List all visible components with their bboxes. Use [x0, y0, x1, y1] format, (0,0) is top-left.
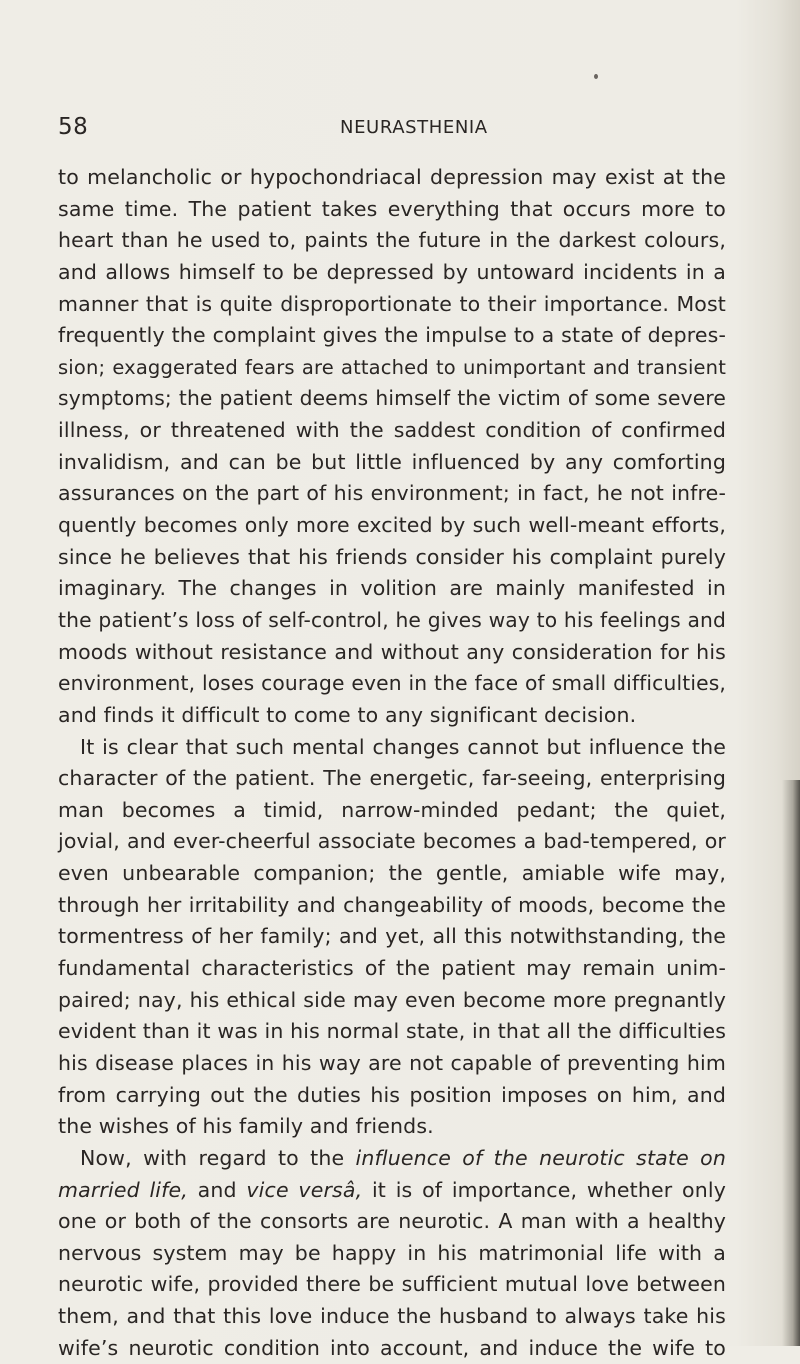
text-line: illness, or threatened with the saddest condition of confirmed — [58, 418, 726, 443]
page-header — [0, 114, 800, 144]
paragraph-start-line — [58, 1143, 726, 1175]
ink-speck — [594, 74, 598, 79]
text-line: sion; exaggerated fears are attached to unimportant and transient — [58, 355, 726, 379]
text-line: paired; nay, his ethical side may even become more pregnantly — [58, 987, 726, 1012]
text-line: manner that is quite disproportionate to their importance. Most — [58, 291, 726, 316]
text-line: imaginary. The changes in volition are mainly manifested in — [58, 576, 726, 601]
paragraph-start-line: It is clear that such mental changes cannot but influence the — [80, 734, 726, 759]
text-line: heart than he used to, paints the future in the darkest colours, — [58, 228, 726, 253]
text-span: and — [187, 1177, 247, 1202]
text-line: and allows himself to be depressed by untoward incidents in a — [58, 259, 726, 284]
body-text — [58, 162, 726, 1364]
text-span: Now, with regard to the — [80, 1145, 356, 1170]
text-line: them, and that this love induce the husband to always take his — [58, 1304, 726, 1329]
text-line: nervous system may be happy in his matrimonial life with a — [58, 1240, 726, 1265]
text-line: assurances on the part of his environment; in fact, he not infre- — [58, 481, 726, 506]
italic-phrase: vice versâ, — [246, 1177, 363, 1202]
text-line: one or both of the consorts are neurotic. A man with a healthy — [58, 1209, 726, 1234]
text-line: quently becomes only more excited by such well-meant efforts, — [58, 513, 726, 538]
text-span: it is of importance, whether only — [362, 1177, 726, 1202]
page-edge-shadow — [782, 780, 800, 1346]
text-line: invalidism, and can be but little influenced by any comforting — [58, 449, 726, 474]
text-line: even unbearable companion; the gentle, amiable wife may, — [58, 861, 726, 886]
text-line: moods without resistance and without any consideration for his — [58, 639, 726, 664]
italic-phrase: influence of the neurotic state on — [355, 1145, 726, 1170]
text-line: frequently the complaint gives the impulse to a state of depres- — [58, 323, 726, 348]
text-line: tormentress of her family; and yet, all this notwithstanding, the — [58, 924, 726, 949]
text-line: man becomes a timid, narrow-minded pedant; the quiet, — [58, 797, 726, 822]
text-line: character of the patient. The energetic, far-seeing, enterprising — [58, 766, 726, 791]
running-head: NEURASTHENIA — [340, 117, 488, 138]
text-line: environment, loses courage even in the face of small difficulties, — [58, 671, 726, 696]
text-line: wife’s neurotic condition into account, and induce the wife to — [58, 1335, 726, 1360]
text-line: evident than it was in his normal state, in that all the difficulties — [58, 1019, 727, 1044]
text-line: and finds it difficult to come to any significant decision. — [58, 702, 637, 727]
page-number: 58 — [58, 114, 89, 140]
text-line: to melancholic or hypochondriacal depression may exist at the — [58, 165, 726, 189]
text-line: jovial, and ever-cheerful associate becomes a bad-tempered, or — [58, 829, 726, 854]
italic-phrase: married life, — [58, 1177, 188, 1202]
text-line — [58, 1175, 726, 1207]
text-line: since he believes that his friends consider his complaint purely — [58, 544, 726, 569]
text-line: from carrying out the duties his position imposes on him, and — [58, 1082, 726, 1107]
text-line: through her irritability and changeability of moods, become the — [58, 892, 726, 917]
text-line: neurotic wife, provided there be sufficient mutual love between — [58, 1272, 726, 1297]
text-line: the patient’s loss of self-control, he gives way to his feelings and — [58, 607, 726, 632]
text-line: the wishes of his family and friends. — [58, 1114, 434, 1139]
text-line: symptoms; the patient deems himself the victim of some severe — [58, 386, 726, 411]
text-line: fundamental characteristics of the patient may remain unim- — [58, 956, 726, 981]
text-line: same time. The patient takes everything that occurs more to — [58, 196, 726, 221]
text-line: his disease places in his way are not capable of preventing him — [58, 1050, 726, 1075]
